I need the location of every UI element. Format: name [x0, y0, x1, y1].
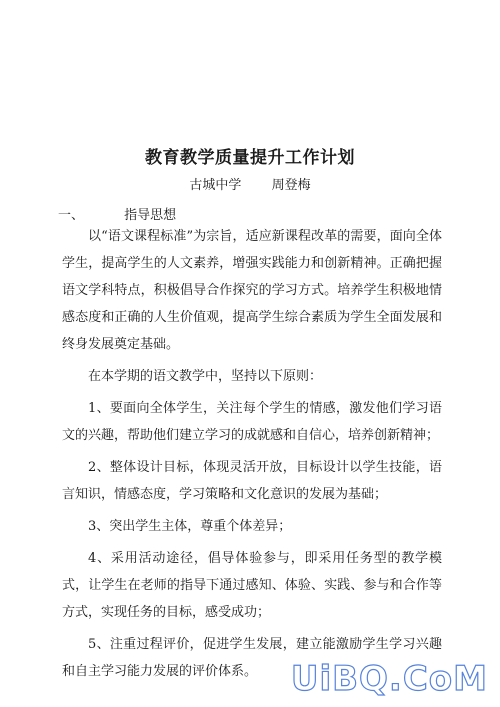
paragraph-principle-4: 4、采用活动途径，倡导体验参与，即采用任务型的教学模式，让学生在老师的指导下通过感知、体验、实践、参与和合作等方式，实现任务的目标，感受成功； — [62, 551, 442, 620]
document-title: 教育教学质量提升工作计划 — [145, 148, 355, 168]
paragraph-principles-intro: 在本学期的语文教学中，坚持以下原则： — [88, 369, 323, 384]
paragraph-intro: 以“语文课程标准”为宗旨，适应新课程改革的需要，面向全体学生，提高学生的人文素养，增强实践能力和创新精神。正确把握语文学科特点，积极倡导合作探究的学习方式。培养学生积极地情感态度和正确的人生价值观，提高学生综合素质为学生全面发展和终身发展奠定基础。 — [62, 229, 442, 352]
author-line — [0, 174, 500, 193]
document-body — [62, 223, 442, 685]
section-heading — [58, 204, 176, 223]
author-name: 周登梅 — [271, 178, 311, 193]
paragraph-principle-1: 1、要面向全体学生，关注每个学生的情感，激发他们学习语文的兴趣，帮助他们建立学习的成就感和自信心，培养创新精神； — [62, 401, 442, 443]
site-watermark: UiBQ.CoM — [290, 659, 488, 699]
section-title: 指导思想 — [124, 208, 177, 223]
author-school: 古城中学 — [189, 178, 242, 193]
paragraph-principle-2: 2、整体设计目标，体现灵活开放，目标设计以学生技能，语言知识，情感态度，学习策略和文化意识的发展为基础； — [62, 460, 442, 502]
paragraph-principle-5: 5、注重过程评价，促进学生发展，建立能激励学生学习兴趣和自主学习能力发展的评价体系。 — [62, 637, 442, 679]
paragraph-principle-3: 3、突出学生主体，尊重个体差异； — [88, 519, 292, 534]
section-number: 一、 — [58, 208, 85, 223]
